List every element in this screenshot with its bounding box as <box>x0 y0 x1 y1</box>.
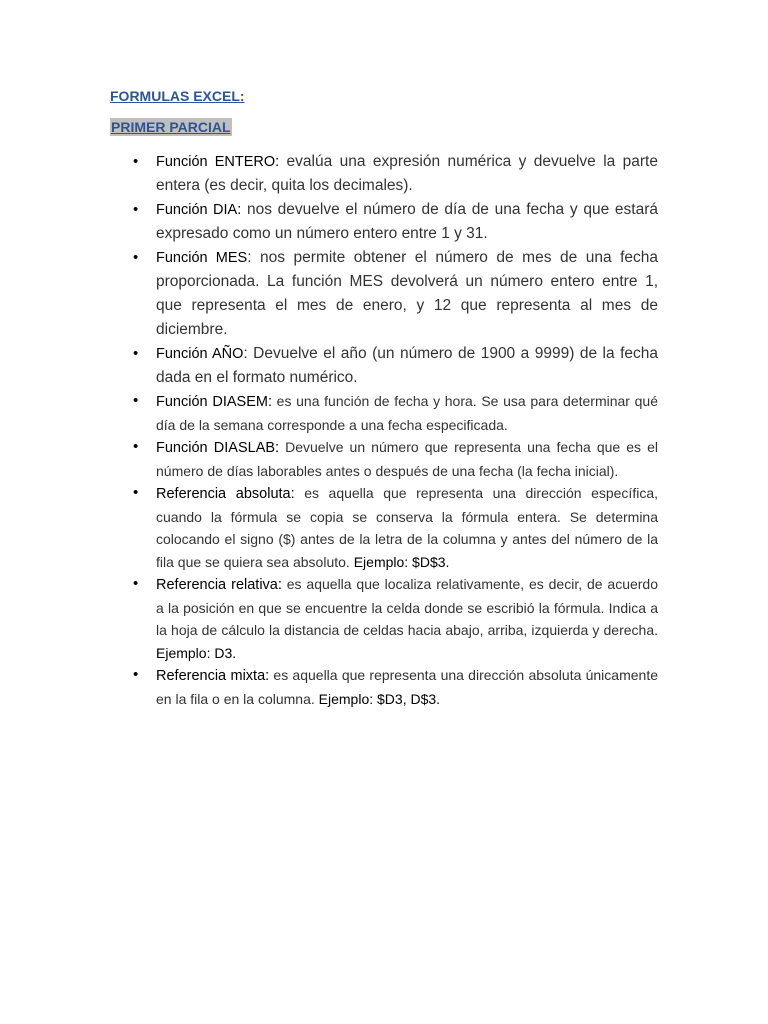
item-description: : nos permite obtener el número de mes de una fecha proporcionada. La función MES devolverá un número entero entre 1, que representa el mes de enero, y 12 que representa al mes de diciembre. <box>156 249 658 338</box>
item-description: evalúa una expresión numérica y devuelve la parte entera (es decir, quita los decimales). <box>156 153 658 194</box>
item-example: Ejemplo: D3. <box>156 644 237 661</box>
item-term: Referencia relativa: <box>156 577 282 593</box>
document-subtitle: PRIMER PARCIAL <box>111 119 231 135</box>
item-term: Función DIA: <box>156 202 242 218</box>
list-item-referencia-relativa <box>133 573 659 664</box>
list-item-referencia-absoluta <box>133 482 658 573</box>
bullet-icon: • <box>133 153 139 170</box>
item-term: Referencia mixta: <box>156 668 270 684</box>
item-term: Función ENTERO: <box>156 154 280 170</box>
item-term: Función DIASEM: <box>156 394 273 410</box>
item-description: Devuelve un número que representa una fecha que es el número de días laborables antes o después de una fecha (la fecha inicial). <box>156 439 658 479</box>
document-title: FORMULAS EXCEL: <box>110 88 245 104</box>
list-item-ano <box>133 342 658 390</box>
bullet-icon: • <box>133 438 139 455</box>
formula-list <box>133 150 659 710</box>
item-description: es aquella que representa una dirección absoluta únicamente en la fila o en la columna. <box>156 667 658 707</box>
item-term: Función AÑO <box>156 346 244 362</box>
item-description: es una función de fecha y hora. Se usa para determinar qué día de la semana corresponde a una fecha especificada. <box>156 393 658 433</box>
bullet-icon: • <box>133 201 139 218</box>
bullet-icon: • <box>133 575 139 592</box>
bullet-icon: • <box>133 249 139 266</box>
bullet-icon: • <box>133 666 139 683</box>
item-term: Función DIASLAB: <box>156 440 280 456</box>
list-item-diasem <box>133 390 658 436</box>
item-example: Ejemplo: $D3, D$3. <box>318 690 441 707</box>
item-description: es aquella que representa una dirección específica, cuando la fórmula se copia se conserva la fórmula entera. Se determina colocando el signo ($) antes de la letra de la columna y antes del número de la fila que se quiera sea absoluto. <box>156 485 658 570</box>
item-term: Función MES <box>156 250 248 266</box>
list-item-entero <box>133 150 658 198</box>
bullet-icon: • <box>133 392 139 409</box>
list-item-mes <box>133 246 658 342</box>
item-description: : Devuelve el año (un número de 1900 a 9999) de la fecha dada en el formato numérico. <box>156 345 658 386</box>
item-example: Ejemplo: $D$3. <box>353 553 450 570</box>
bullet-icon: • <box>133 484 139 501</box>
item-description: es aquella que localiza relativamente, es decir, de acuerdo a la posición en que se encuentre la celda donde se escribió la fórmula. Indica a la hoja de cálculo la distancia de celdas hacia abajo, arriba, izquierda y derecha. <box>156 576 659 638</box>
item-term: Referencia absoluta: <box>156 486 295 502</box>
item-description: nos devuelve el número de día de una fecha y que estará expresado como un número entero entre 1 y 31. <box>156 201 658 242</box>
list-item-referencia-mixta <box>133 664 658 710</box>
bullet-icon: • <box>133 345 139 362</box>
list-item-dia <box>133 198 658 246</box>
list-item-diaslab <box>133 436 658 482</box>
